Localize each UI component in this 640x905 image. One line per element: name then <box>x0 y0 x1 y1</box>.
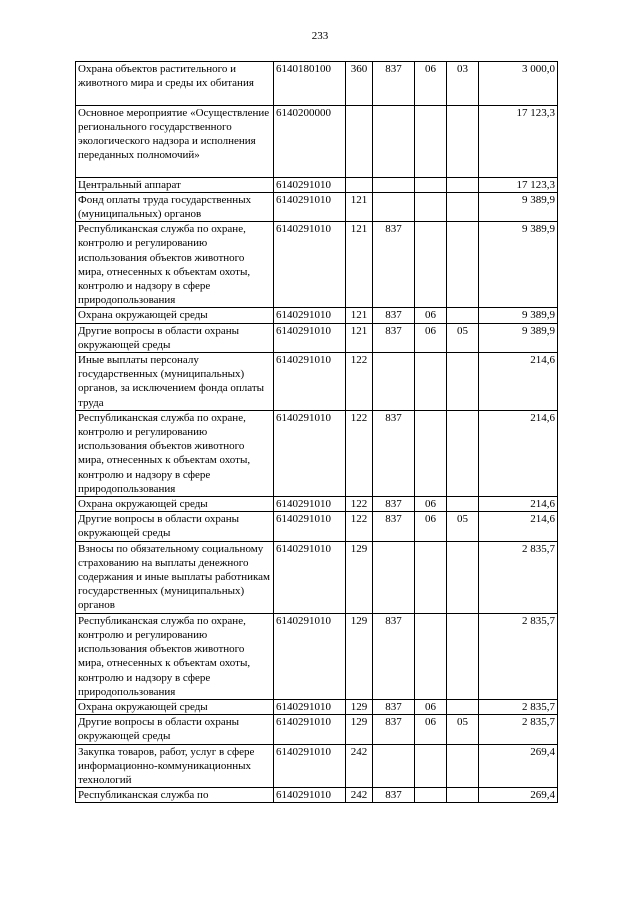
department-code: 837 <box>373 715 415 744</box>
expense-type: 122 <box>346 497 373 512</box>
subsection-code <box>447 308 479 323</box>
department-code: 837 <box>373 497 415 512</box>
section-code: 06 <box>415 62 447 106</box>
subsection-code <box>447 192 479 221</box>
target-code: 6140291010 <box>274 410 346 496</box>
expense-type <box>346 177 373 192</box>
section-code <box>415 788 447 803</box>
amount: 214,6 <box>479 512 558 541</box>
subsection-code <box>447 177 479 192</box>
row-name: Фонд оплаты труда государственных (муниципальных) органов <box>76 192 274 221</box>
expense-type: 122 <box>346 410 373 496</box>
table-row <box>76 105 558 177</box>
expense-type: 129 <box>346 699 373 714</box>
department-code: 837 <box>373 410 415 496</box>
row-name: Охрана объектов растительного и животного мира и среды их обитания <box>76 62 274 106</box>
amount: 2 835,7 <box>479 541 558 613</box>
target-code: 6140291010 <box>274 222 346 308</box>
target-code: 6140291010 <box>274 353 346 411</box>
expense-type: 242 <box>346 788 373 803</box>
expense-type: 360 <box>346 62 373 106</box>
expense-type: 242 <box>346 744 373 788</box>
amount: 214,6 <box>479 410 558 496</box>
table-row <box>76 788 558 803</box>
table-row <box>76 410 558 496</box>
expense-type: 122 <box>346 353 373 411</box>
subsection-code <box>447 744 479 788</box>
amount: 269,4 <box>479 744 558 788</box>
section-code <box>415 541 447 613</box>
row-name: Взносы по обязательному социальному страхованию на выплаты денежного содержания и иные выплаты работникам государственных (муниципальных) органов <box>76 541 274 613</box>
amount: 3 000,0 <box>479 62 558 106</box>
expense-type: 129 <box>346 541 373 613</box>
section-code <box>415 177 447 192</box>
row-name: Республиканская служба по охране, контролю и регулированию использования объектов животного мира, отнесенных к объектам охоты, контролю и надзору в сфере природопользования <box>76 410 274 496</box>
section-code <box>415 353 447 411</box>
department-code: 837 <box>373 512 415 541</box>
subsection-code <box>447 497 479 512</box>
target-code: 6140291010 <box>274 192 346 221</box>
amount: 9 389,9 <box>479 308 558 323</box>
budget-table <box>75 61 558 803</box>
table-row <box>76 541 558 613</box>
amount: 17 123,3 <box>479 177 558 192</box>
amount: 2 835,7 <box>479 699 558 714</box>
target-code: 6140200000 <box>274 105 346 177</box>
row-name: Республиканская служба по охране, контролю и регулированию использования объектов животного мира, отнесенных к объектам охоты, контролю и надзору в сфере природопользования <box>76 222 274 308</box>
section-code: 06 <box>415 699 447 714</box>
section-code <box>415 105 447 177</box>
department-code: 837 <box>373 788 415 803</box>
table-row <box>76 192 558 221</box>
amount: 2 835,7 <box>479 613 558 699</box>
expense-type: 129 <box>346 613 373 699</box>
amount: 214,6 <box>479 497 558 512</box>
subsection-code <box>447 788 479 803</box>
expense-type: 122 <box>346 512 373 541</box>
subsection-code: 05 <box>447 323 479 352</box>
row-name: Охрана окружающей среды <box>76 497 274 512</box>
amount: 9 389,9 <box>479 222 558 308</box>
section-code <box>415 192 447 221</box>
section-code <box>415 222 447 308</box>
expense-type <box>346 105 373 177</box>
expense-type: 121 <box>346 192 373 221</box>
target-code: 6140291010 <box>274 177 346 192</box>
department-code <box>373 353 415 411</box>
table-row <box>76 323 558 352</box>
subsection-code <box>447 353 479 411</box>
amount: 2 835,7 <box>479 715 558 744</box>
subsection-code <box>447 613 479 699</box>
row-name: Другие вопросы в области охраны окружающей среды <box>76 715 274 744</box>
department-code <box>373 177 415 192</box>
target-code: 6140291010 <box>274 715 346 744</box>
section-code <box>415 613 447 699</box>
page-number: 233 <box>311 30 329 42</box>
row-name: Охрана окружающей среды <box>76 699 274 714</box>
amount: 269,4 <box>479 788 558 803</box>
table-row <box>76 512 558 541</box>
subsection-code <box>447 410 479 496</box>
row-name: Охрана окружающей среды <box>76 308 274 323</box>
expense-type: 121 <box>346 323 373 352</box>
table-row <box>76 497 558 512</box>
expense-type: 121 <box>346 308 373 323</box>
amount: 9 389,9 <box>479 192 558 221</box>
department-code: 837 <box>373 62 415 106</box>
department-code: 837 <box>373 323 415 352</box>
target-code: 6140291010 <box>274 613 346 699</box>
row-name: Республиканская служба по <box>76 788 274 803</box>
table-row <box>76 308 558 323</box>
target-code: 6140291010 <box>274 541 346 613</box>
section-code: 06 <box>415 323 447 352</box>
amount: 214,6 <box>479 353 558 411</box>
target-code: 6140291010 <box>274 788 346 803</box>
amount: 17 123,3 <box>479 105 558 177</box>
department-code <box>373 192 415 221</box>
target-code: 6140291010 <box>274 497 346 512</box>
table-row <box>76 715 558 744</box>
row-name: Другие вопросы в области охраны окружающей среды <box>76 323 274 352</box>
subsection-code: 05 <box>447 512 479 541</box>
section-code: 06 <box>415 497 447 512</box>
table-row <box>76 353 558 411</box>
section-code: 06 <box>415 715 447 744</box>
row-name: Закупка товаров, работ, услуг в сфере информационно-коммуникационных технологий <box>76 744 274 788</box>
expense-type: 121 <box>346 222 373 308</box>
section-code <box>415 410 447 496</box>
table-row <box>76 62 558 106</box>
table-row <box>76 177 558 192</box>
section-code: 06 <box>415 512 447 541</box>
department-code: 837 <box>373 613 415 699</box>
row-name: Иные выплаты персоналу государственных (муниципальных) органов, за исключением фонда оплаты труда <box>76 353 274 411</box>
department-code: 837 <box>373 308 415 323</box>
target-code: 6140291010 <box>274 308 346 323</box>
row-name: Основное мероприятие «Осуществление регионального государственного экологического надзора и исполнения переданных полномочий» <box>76 105 274 177</box>
subsection-code <box>447 105 479 177</box>
department-code: 837 <box>373 222 415 308</box>
subsection-code <box>447 699 479 714</box>
row-name: Республиканская служба по охране, контролю и регулированию использования объектов животного мира, отнесенных к объектам охоты, контролю и надзору в сфере природопользования <box>76 613 274 699</box>
table-row <box>76 744 558 788</box>
table-row <box>76 613 558 699</box>
row-name: Другие вопросы в области охраны окружающей среды <box>76 512 274 541</box>
row-name: Центральный аппарат <box>76 177 274 192</box>
department-code: 837 <box>373 699 415 714</box>
target-code: 6140291010 <box>274 699 346 714</box>
table-body <box>76 62 558 803</box>
subsection-code <box>447 541 479 613</box>
amount: 9 389,9 <box>479 323 558 352</box>
expense-type: 129 <box>346 715 373 744</box>
subsection-code: 05 <box>447 715 479 744</box>
target-code: 6140291010 <box>274 744 346 788</box>
section-code <box>415 744 447 788</box>
table-row <box>76 699 558 714</box>
target-code: 6140180100 <box>274 62 346 106</box>
department-code <box>373 541 415 613</box>
subsection-code <box>447 222 479 308</box>
table-row <box>76 222 558 308</box>
department-code <box>373 744 415 788</box>
subsection-code: 03 <box>447 62 479 106</box>
section-code: 06 <box>415 308 447 323</box>
target-code: 6140291010 <box>274 323 346 352</box>
department-code <box>373 105 415 177</box>
target-code: 6140291010 <box>274 512 346 541</box>
